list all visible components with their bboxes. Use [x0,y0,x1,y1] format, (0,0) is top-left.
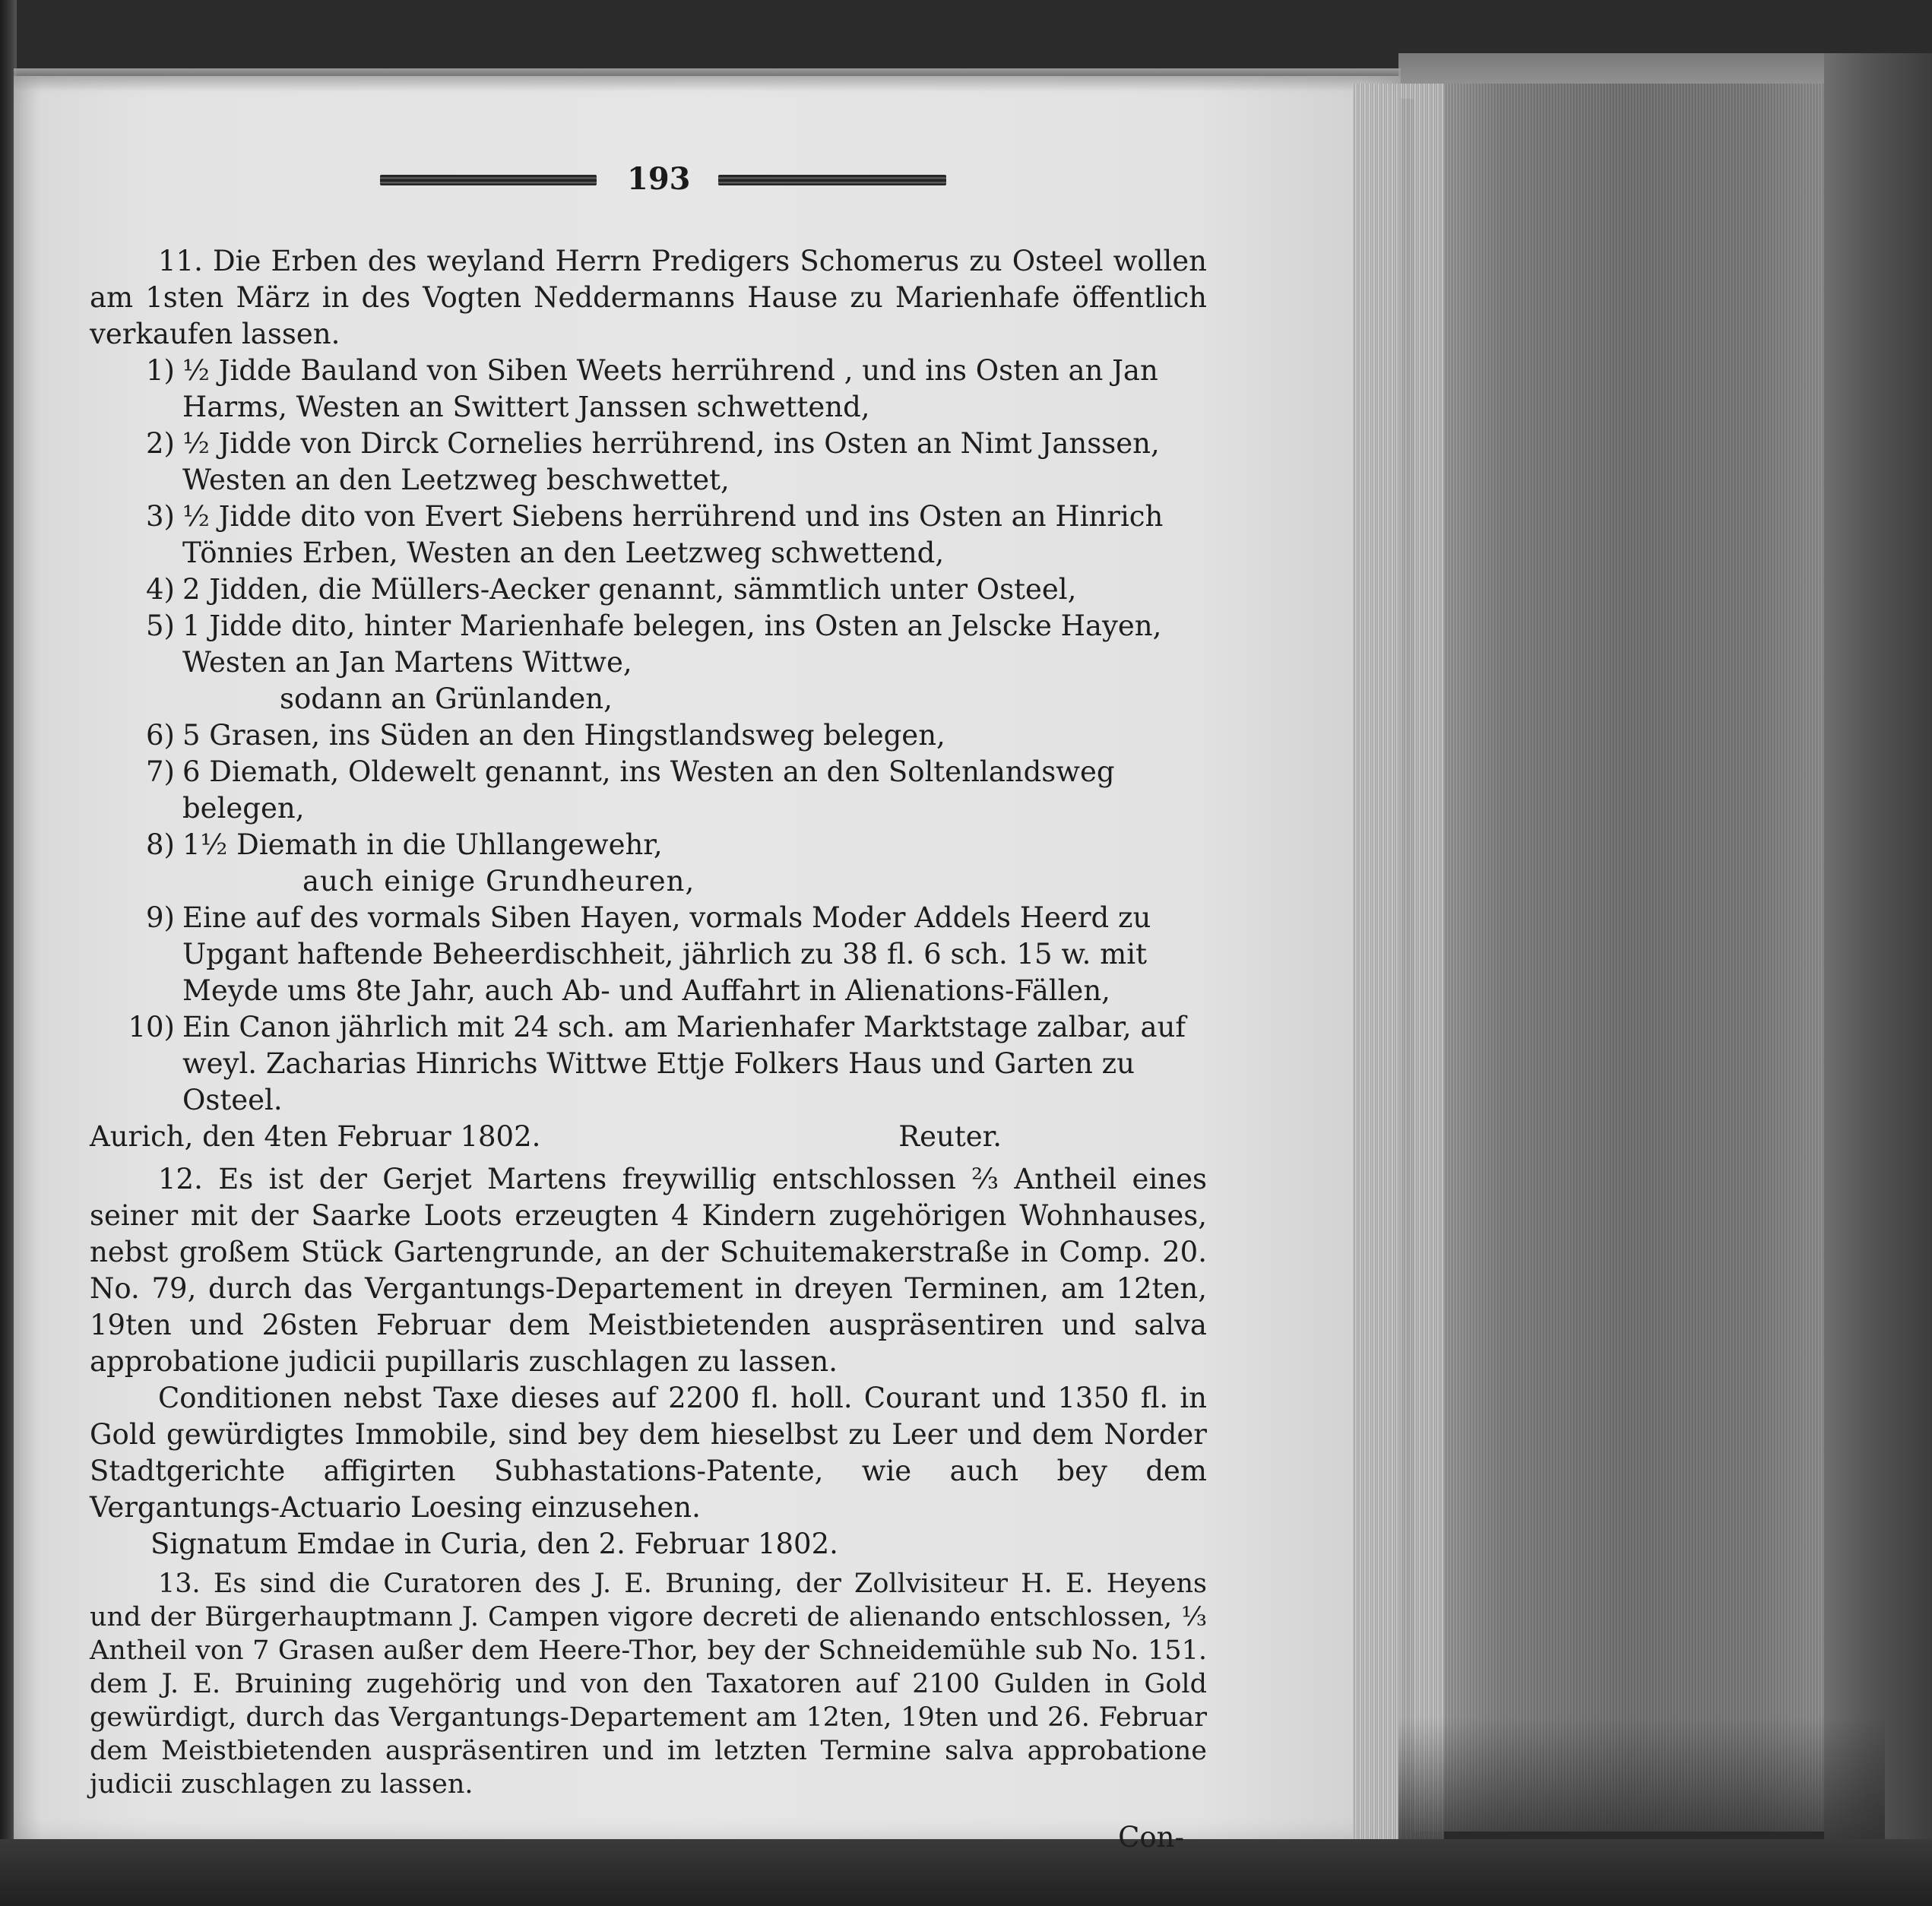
section-12-signatum: Signatum Emdae in Curia, den 2. Februar 1802. [150,1528,838,1560]
list-item [90,608,1207,681]
page-edges [1353,84,1444,1839]
item-number: 10) [128,1011,175,1043]
item-8-continuation: auch einige Grundheuren, [302,865,695,898]
section-13-paragraph: 13. Es sind die Curatoren des J. E. Bruning, der Zollvisiteur H. E. Heyens und der Bürgerhauptmann J. Campen vigore decreti de alienando entschlossen, ⅓ Antheil von 7 Grasen außer dem Heere-Thor, bey der Schneidemühle sub No. 151. dem J. E. Bruining zugehörig und von den Taxatoren auf 2100 Gulden in Gold gewürdigt, durch das Vergantungs-Departement am 12ten, 19ten und 26. Februar dem Meistbietenden auspräsentiren und im letzten Termine salva approbatione judicii zuschlagen zu lassen. [90,1569,1207,1800]
list-item [90,426,1207,499]
list-item [90,1009,1207,1119]
section-12-conditions: Conditionen nebst Taxe dieses auf 2200 fl. holl. Courant und 1350 fl. in Gold gewürdigtes Immobile, sind bey dem hieselbst zu Leer und dem Norder Stadtgerichte affigirten Subhastations-Patente, wie auch bey dem Vergantungs-Actuario Loesing einzusehen. [90,1382,1207,1524]
section-11-list [90,353,1207,1119]
list-item [90,754,1207,827]
page-block [1414,84,1839,1832]
page-number: 193 [627,161,691,197]
item-text: ½ Jidde dito von Evert Siebens herrührend und ins Osten an Hinrich Tönnies Erben, Westen an den Leetzweg schwettend, [182,500,1164,569]
item-text: 5 Grasen, ins Süden an den Hingstlandsweg belegen, [182,719,945,752]
item-text: ½ Jidde von Dirck Cornelies herrührend, ins Osten an Nimt Janssen, Westen an den Leetzweg beschwettet, [182,427,1160,496]
header-rule-left [380,175,597,185]
item-text: Eine auf des vormals Siben Hayen, vormals Moder Addels Heerd zu Upgant haftende Beheerdischheit, jährlich zu 38 fl. 6 sch. 15 w. mit Meyde ums 8te Jahr, auch Ab- und Auffahrt in Alienations-Fällen, [182,901,1151,1007]
item-text: ½ Jidde Bauland von Siben Weets herrührend , und ins Osten an Jan Harms, Westen an Swittert Janssen schwettend, [182,354,1158,423]
item-number: 4) [146,573,175,606]
section-11-signature [90,1119,1207,1155]
list-item [90,717,1207,754]
item-number: 7) [146,755,175,788]
item-number: 9) [146,901,175,934]
list-item [90,571,1207,608]
item-text: 1½ Diemath in die Uhllangewehr, [182,828,663,861]
page-shadow [14,68,1401,91]
item-5-continuation: sodann an Grünlanden, [280,682,613,715]
book-cover [1824,53,1932,1877]
item-text: 1 Jidde dito, hinter Marienhafe belegen, ins Osten an Jelscke Hayen, Westen an Jan Martens Wittwe, [182,609,1162,679]
item-number: 2) [146,427,175,460]
item-number: 3) [146,500,175,533]
signer: Reuter. [898,1120,1002,1153]
place-date: Aurich, den 4ten Februar 1802. [90,1120,541,1153]
section-12-paragraph: 12. Es ist der Gerjet Martens freywillig entschlossen ⅔ Antheil eines seiner mit der Saarke Loots erzeugten 4 Kindern zugehörigen Wohnhauses, nebst großem Stück Gartengrunde, an der Schuitemakerstraße in Comp. 20. No. 79, durch das Vergantungs-Departement in dreyen Terminen, am 12ten, 19ten und 26sten Februar dem Meistbietenden auspräsentiren und salva approbatione judicii pupillaris zuschlagen zu lassen. [90,1163,1207,1378]
item-number: 6) [146,719,175,752]
item-number: 5) [146,609,175,642]
item-text: 6 Diemath, Oldewelt genannt, ins Westen an den Soltenlandsweg belegen, [182,755,1115,825]
item-number: 8) [146,828,175,861]
page-text [90,243,1207,1856]
catchword: Con- [1118,1821,1184,1854]
item-number: 1) [146,354,175,387]
list-item [90,900,1207,1009]
list-item [90,353,1207,426]
list-item [90,499,1207,571]
item-text: 2 Jidden, die Müllers-Aecker genannt, sämmtlich unter Osteel, [182,573,1077,606]
section-11-intro: 11. Die Erben des weyland Herrn Predigers Schomerus zu Osteel wollen am 1sten März in des Vogten Neddermanns Hause zu Marienhafe öffentlich verkaufen lassen. [90,245,1207,350]
list-item [90,827,1207,863]
header-rule-right [718,175,946,185]
page-header [380,161,958,199]
item-text: Ein Canon jährlich mit 24 sch. am Marienhafer Marktstage zalbar, auf weyl. Zacharias Hinrichs Wittwe Ettje Folkers Haus und Garten zu Osteel. [182,1011,1186,1116]
